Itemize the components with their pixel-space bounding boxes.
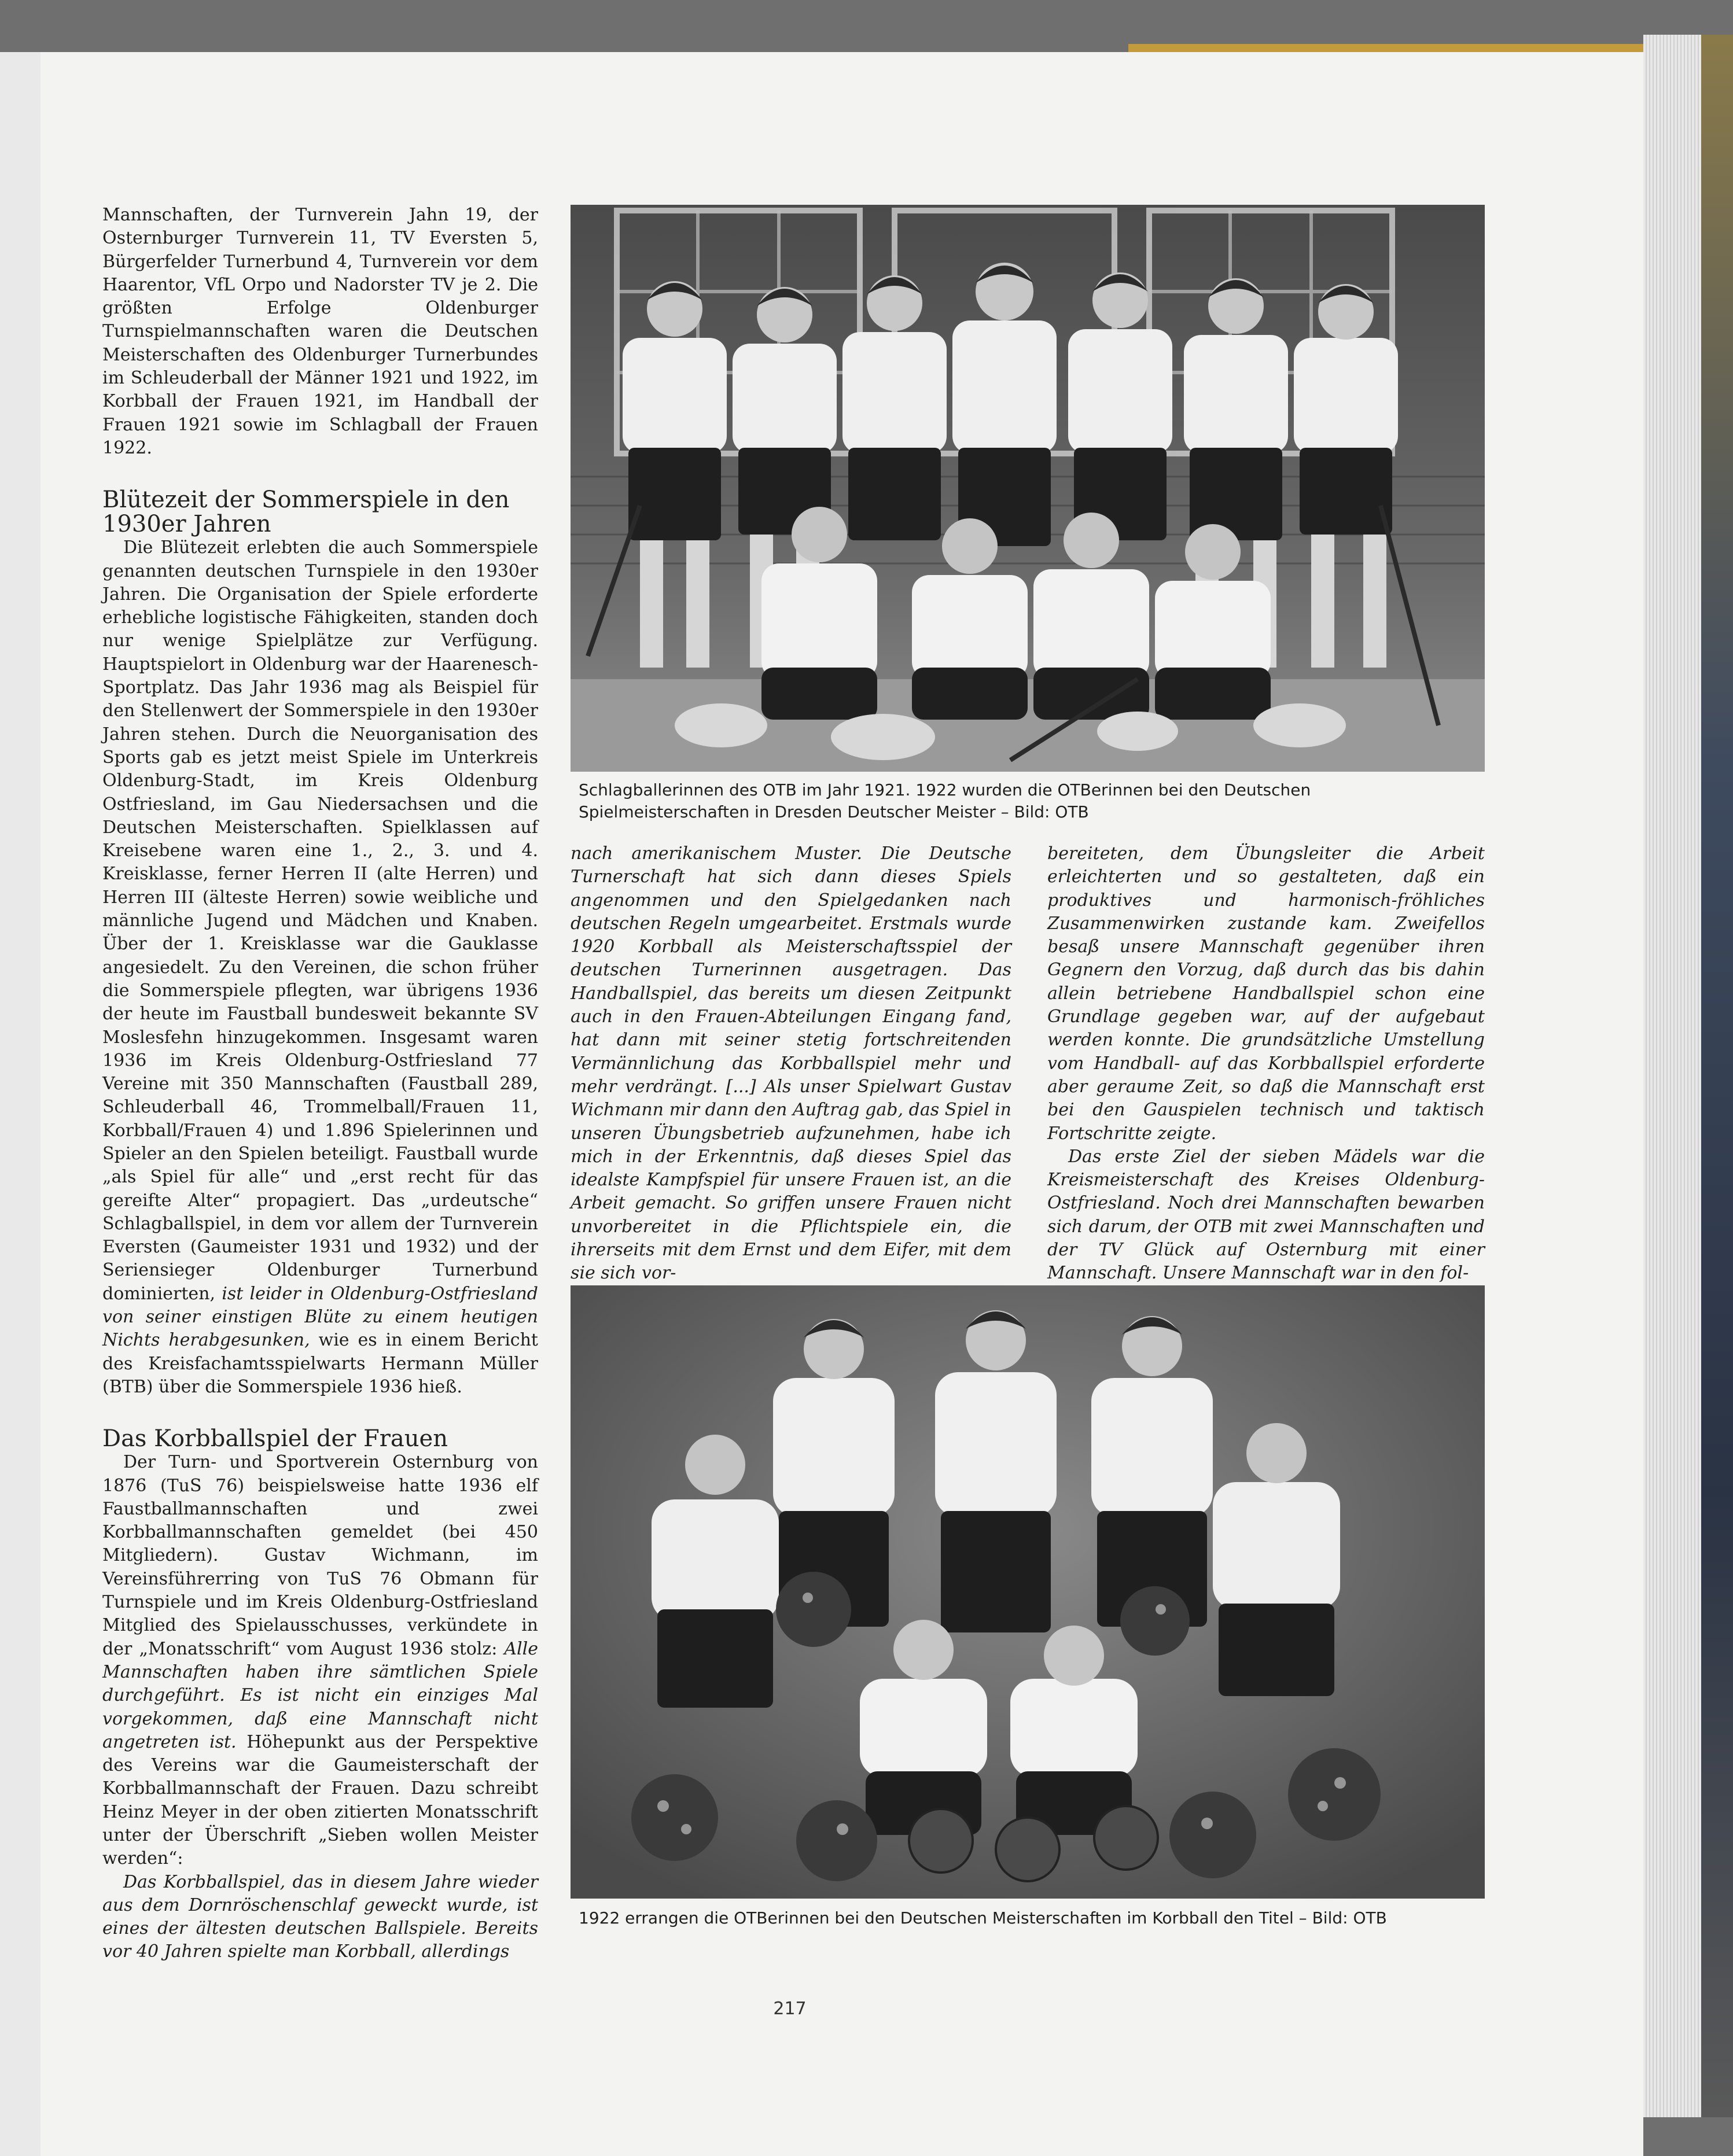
team-photo-1922 <box>571 1285 1485 1899</box>
paragraph: Mannschaften, der Turnverein Jahn 19, der Osternburger Turnverein 11, TV Eversten 5, Bürgerfelder Turnerbund 4, Turnverein vor dem Haarentor, VfL Orpo und Nadorster TV je 2. Die größten Erfolge Oldenburger Turnspielmannschaften waren die Deutschen Meisterschaften des Oldenburger Turnerbundes im Schleuderball der Männer 1921 und 1922, im Korbball der Frauen 1921, im Handball der Frauen 1921 sowie im Schlagball der Frauen 1922. <box>102 205 538 458</box>
section-heading: Blütezeit der Sommerspiele in den 1930er Jahren <box>102 487 510 538</box>
photo-caption: 1922 errangen die OTBerinnen bei den Deutschen Meisterschaften im Korbball den Titel – Bild: OTB <box>579 1908 1387 1927</box>
left-page-edge <box>0 52 42 2156</box>
quote-text: ist leider in Oldenburg-Ostfriesland von seiner einstigen Blüte zu einem heutigen Nichts herabgesunken, <box>102 1283 538 1351</box>
photo-illustration <box>571 205 1485 772</box>
team-photo-1921 <box>571 205 1485 772</box>
paragraph-text: Die Blütezeit erlebten die auch Sommerspiele genannten deutschen Turnspiele in den 1930er Jahren. Die Organisation der Spiele erforderte erhebliche logistische Fähigkeiten, standen doch nur wenige Spielplätze zur Verfügung. Hauptspielort in Oldenburg war der Haarenesch-Sportplatz. Das Jahr 1936 mag als Beispiel für den Stellenwert der Sommerspiele in den 1930er Jahren stehen. Durch die Neuorganisation des Sports gab es jetzt meist Spiele im Unterkreis Oldenburg-Stadt, im Kreis Oldenburg Ostfriesland, im Gau Niedersachsen und die Deutschen Meisterschaften. Spielklassen auf Kreisebene waren eine 1., 2., 3. und 4. Kreisklasse, ferner Herren II (alte Herren) und Herren III (älteste Herren) sowie weibliche und männliche Jugend und Mädchen und Knaben. Über der 1. Kreisklasse war die Gauklasse angesiedelt. Zu den Vereinen, die schon früher die Sommerspiele pflegten, war übrigens 1936 der heute im Faustball bundesweit bekannte SV Moslesfehn hinzugekommen. Insgesamt waren 1936 im Kreis Oldenburg-Ostfriesland 77 Vereine mit 350 Mannschaften (Faustball 289, Schleuderball 46, Trommelball/Frauen 11, Korbball/Frauen 4) und 1.896 Spielerinnen und Spieler an den Spielen beteiligt. Faustball wurde „als Spiel für alle“ und „erst recht für das gereifte Alter“ propagiert. Das „urdeutsche“ Schlagballspiel, in dem vor allem der Turnverein Eversten (Gaumeister 1931 und 1932) und der Seriensieger Oldenburger Turnerbund dominierten, <box>102 537 538 1304</box>
quote-text: Alle Mannschaften haben ihre sämtlichen Spiele durchgeführt. Es ist nicht ein einziges Mal vorgekommen, daß eine Mannschaft nicht angetreten ist. <box>102 1638 538 1752</box>
middle-text-column <box>571 842 1011 1285</box>
photo-illustration <box>571 1285 1485 1899</box>
photo-caption: Schlagballerinnen des OTB im Jahr 1921. 1922 wurden die OTBerinnen bei den Deutschen Spielmeisterschaften in Dresden Deutscher Meister – Bild: OTB <box>579 780 1311 821</box>
paragraph-text: Der Turn- und Sportverein Osternburg von 1876 (TuS 76) beispielsweise hatte 1936 elf Faustballmannschaften und zwei Korbballmannschaften gemeldet (bei 450 Mitgliedern). Gustav Wichmann, im Vereinsführerring von TuS 76 Obmann für Turnspiele und im Kreis Oldenburg-Ostfriesland Mitglied des Spielausschusses, verkündete in der „Monatsschrift“ vom August 1936 stolz: <box>102 1452 538 1659</box>
left-text-column <box>102 204 538 1964</box>
paragraph-text: wie es in einem Bericht des Kreisfachamtsspielwarts Hermann Müller (BTB) über die Sommerspiele 1936 hieß. <box>102 1330 538 1397</box>
quote-paragraph: Das erste Ziel der sieben Mädels war die Kreismeisterschaft des Kreises Oldenburg-Ostfriesland. Noch drei Mannschaften bewarben sich darum, der OTB mit zwei Mannschaften und der TV Glück auf Osternburg mit einer Mannschaft. Unsere Mannschaft war in den fol- <box>1047 1146 1485 1284</box>
book-top-edge <box>1128 44 1649 52</box>
quote-paragraph: Das Korbballspiel, das in diesem Jahre wieder aus dem Dornröschenschlaf geweckt wurde, ist eines der ältesten deutschen Ballspiele. Bereits vor 40 Jahren spielte man Korbball, allerdings <box>102 1871 538 1962</box>
section-heading: Das Korbballspiel der Frauen <box>102 1425 448 1453</box>
paragraph <box>102 1451 538 1870</box>
paragraph <box>102 536 538 1399</box>
right-text-column <box>1047 842 1485 1285</box>
page-block-edge <box>1643 35 1701 2117</box>
quote-paragraph: bereiteten, dem Übungsleiter die Arbeit erleichterten und so gestalteten, daß ein produktives und harmonisch-fröhliches Zusammenwirken zustande kam. Zweifellos besaß unsere Mannschaft gegenüber ihren Gegnern den Vorzug, daß durch das bis dahin allein betriebene Handballspiel schon eine Grundlage gegeben war, auf der aufgebaut werden konnte. Die grundsätzliche Umstellung vom Handball- auf das Korbballspiel erforderte aber geraume Zeit, so daß die Mannschaft erst bei den Gauspielen technisch und taktisch Fortschritte zeigte. <box>1047 843 1485 1144</box>
page-number: 217 <box>773 1999 807 2019</box>
book-cover-edge <box>1701 35 1733 2117</box>
paragraph-text: Höhepunkt aus der Perspektive des Vereins war die Gaumeisterschaft der Korbballmannschaft der Frauen. Dazu schreibt Heinz Meyer in der oben zitierten Monatsschrift unter der Überschrift „Sieben wollen Meister werden“: <box>102 1731 538 1869</box>
quote-paragraph: nach amerikanischem Muster. Die Deutsche Turnerschaft hat sich dann dieses Spiels angenommen und den Spielgedanken nach deutschen Regeln umgearbeitet. Erstmals wurde 1920 Korbball als Meisterschaftsspiel der deutschen Turnerinnen ausgetragen. Das Handballspiel, das bereits um diesen Zeitpunkt auch in den Frauen-Abteilungen Eingang fand, hat dann mit seiner stetig fortschreitenden Vermännlichung das Korbballspiel mehr und mehr verdrängt. [...] Als unser Spielwart Gustav Wichmann mir dann den Auftrag gab, das Spiel in unseren Übungsbetrieb aufzunehmen, habe ich mich in der Erkenntnis, daß dieses Spiel das idealste Kampfspiel für unsere Frauen ist, an die Arbeit gemacht. So griffen unsere Frauen nicht unvorbereitet in die Pflichtspiele ein, die ihrerseits mit dem Ernst und dem Eifer, mit dem sie sich vor- <box>571 843 1011 1284</box>
